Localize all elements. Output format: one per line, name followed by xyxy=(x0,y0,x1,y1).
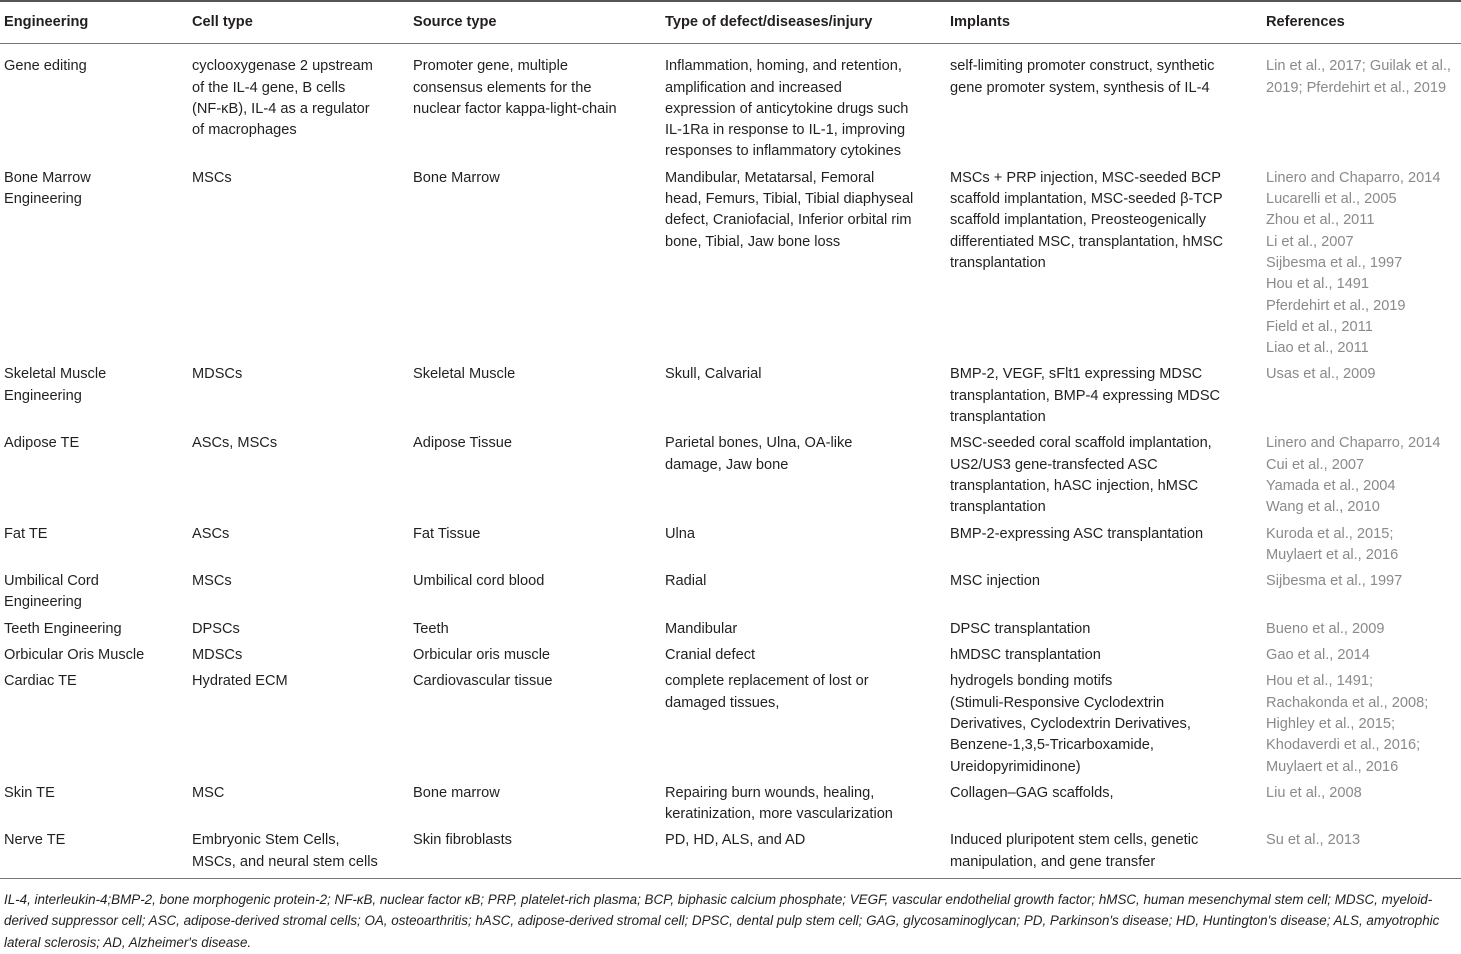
cell-implants: Induced pluripotent stem cells, genetic manipulation, and gene transfer xyxy=(946,827,1262,878)
cell-engineering: Fat TE xyxy=(4,525,48,542)
table-row xyxy=(0,521,1461,569)
header-engineering: Engineering xyxy=(0,1,188,44)
cell-defect: Mandibular xyxy=(665,620,738,637)
cell-source-type: Umbilical cord blood xyxy=(413,573,545,590)
table-row xyxy=(0,361,1461,430)
cell-cell-type: MSC xyxy=(192,784,225,801)
table-row xyxy=(0,642,1461,668)
cell-cell-type: cyclooxygenase 2 upstream of the IL-4 gene, B cells (NF-κB), IL-4 as a regulator of macrophages xyxy=(192,58,373,139)
cell-references: Kuroda et al., 2015; Muylaert et al., 2016 xyxy=(1266,525,1399,563)
header-implants: Implants xyxy=(946,1,1262,44)
cell-defect: Cranial defect xyxy=(665,647,756,664)
table-header xyxy=(0,1,1461,44)
table-row xyxy=(0,780,1461,828)
cell-engineering: Skeletal Muscle Engineering xyxy=(4,366,107,404)
cell-implants: BMP-2-expressing ASC transplantation xyxy=(950,525,1204,542)
cell-implants: self-limiting promoter construct, synthetic gene promoter system, synthesis of IL-4 xyxy=(950,58,1215,96)
table-row xyxy=(0,568,1461,616)
cell-implants: hydrogels bonding motifs (Stimuli-Responsive Cyclodextrin Derivatives, Cyclodextrin Derivatives, Benzene-1,3,5-Tricarboxamide, Ureidopyrimidinone) xyxy=(950,673,1191,775)
cell-source-type: Orbicular oris muscle xyxy=(413,647,551,664)
cell-implants: hMDSC transplantation xyxy=(950,647,1101,664)
cell-cell-type: ASCs, MSCs xyxy=(192,435,278,452)
cell-engineering: Orbicular Oris Muscle xyxy=(4,647,145,664)
cell-defect: Mandibular, Metatarsal, Femoral head, Femurs, Tibial, Tibial diaphyseal defect, Craniofacial, Inferior orbital rim bone, Tibial, Jaw bone loss xyxy=(665,169,914,250)
cell-source-type: Fat Tissue xyxy=(413,525,481,542)
cell-defect: complete replacement of lost or damaged tissues, xyxy=(665,673,869,711)
cell-engineering: Skin TE xyxy=(4,784,55,801)
cell-cell-type: MDSCs xyxy=(192,366,243,383)
cell-source-type: Bone marrow xyxy=(413,784,500,801)
table-row xyxy=(0,430,1461,520)
table-row xyxy=(0,668,1461,779)
cell-references: Su et al., 2013 xyxy=(1262,827,1461,878)
table-body xyxy=(0,44,1461,879)
cell-engineering: Umbilical Cord Engineering xyxy=(4,573,99,611)
cell-source-type: Promoter gene, multiple consensus elements for the nuclear factor kappa-light-chain xyxy=(413,58,617,117)
cell-source-type: Cardiovascular tissue xyxy=(413,673,553,690)
cell-cell-type: Hydrated ECM xyxy=(192,673,288,690)
cell-engineering: Cardiac TE xyxy=(4,673,77,690)
cell-references: Sijbesma et al., 1997 xyxy=(1266,573,1403,590)
cell-cell-type: MSCs xyxy=(192,169,232,186)
cell-cell-type: MSCs xyxy=(192,573,232,590)
cell-source-type: Teeth xyxy=(413,620,449,637)
cell-implants: MSC injection xyxy=(950,573,1041,590)
table-footnote: IL-4, interleukin-4;BMP-2, bone morphogenic protein-2; NF-κB, nuclear factor κB; PRP, platelet-rich plasma; BCP, biphasic calcium phosphate; VEGF, vascular endothelial growth factor; hMSC, human mesenchymal stem cell; MDSC, myeloid-derived suppressor cell; ASC, adipose-derived stromal cells; OA, osteoarthritis; hASC, adipose-derived stromal cell; DPSC, dental pulp stem cell; GAG, glycosaminoglycan; PD, Parkinson's disease; HD, Huntington's disease; ALS, amyotrophic lateral sclerosis; AD, Alzheimer's disease. xyxy=(4,892,1440,950)
cell-implants: MSCs + PRP injection, MSC-seeded BCP scaffold implantation, MSC-seeded β-TCP scaffold implantation, Preosteogenically differentiated MSC, transplantation, hMSC transplantation xyxy=(950,169,1224,271)
cell-cell-type: MDSCs xyxy=(192,647,243,664)
cell-references: Linero and Chaparro, 2014 Cui et al., 2007 Yamada et al., 2004 Wang et al., 2010 xyxy=(1266,435,1441,516)
cell-defect: PD, HD, ALS, and AD xyxy=(661,827,946,878)
cell-cell-type: ASCs xyxy=(192,525,230,542)
cell-references: Lin et al., 2017; Guilak et al., 2019; Pferdehirt et al., 2019 xyxy=(1266,58,1451,96)
cell-references: Bueno et al., 2009 xyxy=(1266,620,1385,637)
cell-defect: Skull, Calvarial xyxy=(665,366,762,383)
header-cell-type: Cell type xyxy=(188,1,409,44)
cell-source-type: Skin fibroblasts xyxy=(409,827,661,878)
cell-engineering: Gene editing xyxy=(4,58,87,75)
header-row xyxy=(0,1,1461,44)
cell-defect: Ulna xyxy=(665,525,696,542)
header-references: References xyxy=(1262,1,1461,44)
cell-source-type: Skeletal Muscle xyxy=(413,366,516,383)
cell-references: Gao et al., 2014 xyxy=(1266,647,1370,664)
cell-defect: Repairing burn wounds, healing, keratinization, more vascularization xyxy=(665,784,893,823)
cell-references: Liu et al., 2008 xyxy=(1266,784,1362,801)
header-source-type: Source type xyxy=(409,1,661,44)
cell-engineering: Nerve TE xyxy=(0,827,188,878)
cell-implants: MSC-seeded coral scaffold implantation, US2/US3 gene-transfected ASC transplantation, hASC injection, hMSC transplantation xyxy=(950,435,1212,516)
cell-source-type: Adipose Tissue xyxy=(413,435,512,452)
cell-references: Linero and Chaparro, 2014 Lucarelli et al., 2005 Zhou et al., 2011 Li et al., 2007 Sijbesma et al., 1997 Hou et al., 1491 Pferdehirt et al., 2019 Field et al., 2011 Liao et al., 2011 xyxy=(1266,169,1441,357)
cell-references: Hou et al., 1491; Rachakonda et al., 2008; Highley et al., 2015; Khodaverdi et al., 2016; Muylaert et al., 2016 xyxy=(1266,673,1429,775)
cell-cell-type: DPSCs xyxy=(192,620,240,637)
header-defect: Type of defect/diseases/injury xyxy=(661,1,946,44)
cell-cell-type: Embryonic Stem Cells, MSCs, and neural stem cells xyxy=(188,827,409,878)
table-row xyxy=(0,616,1461,642)
cell-defect: Inflammation, homing, and retention, amplification and increased expression of anticytokine drugs such IL-1Ra in response to IL-1, improving responses to inflammatory cytokines xyxy=(665,58,909,160)
cell-defect: Radial xyxy=(665,573,707,590)
table-row xyxy=(0,827,1461,878)
cell-references: Usas et al., 2009 xyxy=(1266,366,1376,383)
cell-engineering: Teeth Engineering xyxy=(4,620,122,637)
cell-implants: BMP-2, VEGF, sFlt1 expressing MDSC transplantation, BMP-4 expressing MDSC transplantation xyxy=(950,366,1221,426)
cell-defect: Parietal bones, Ulna, OA-like damage, Jaw bone xyxy=(665,435,853,473)
cell-implants: DPSC transplantation xyxy=(950,620,1091,637)
table-row xyxy=(0,165,1461,362)
cell-implants: Collagen–GAG scaffolds, xyxy=(950,784,1114,801)
table-row xyxy=(0,44,1461,165)
cell-source-type: Bone Marrow xyxy=(413,169,500,186)
cell-engineering: Adipose TE xyxy=(4,435,80,452)
cell-engineering: Bone Marrow Engineering xyxy=(4,169,91,208)
